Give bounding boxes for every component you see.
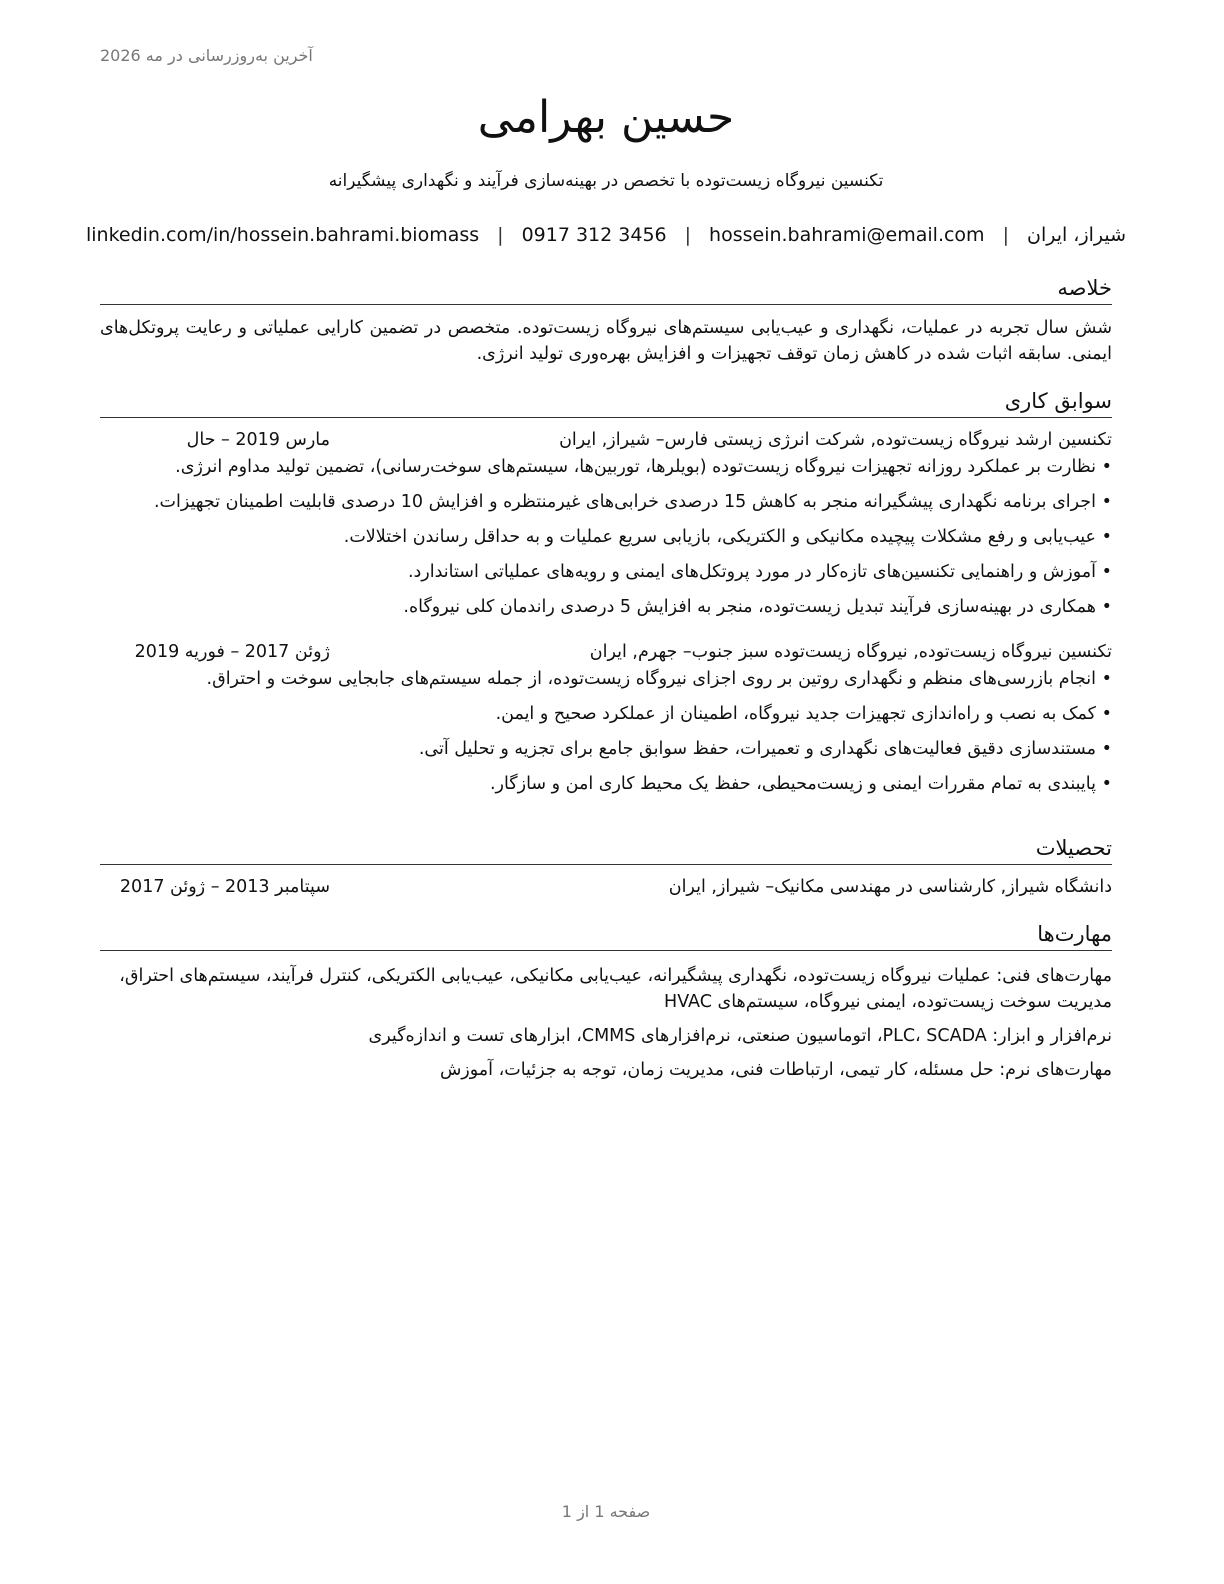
page-number: صفحه 1 از 1: [561, 1502, 651, 1521]
bullet-text: پایبندی به تمام مقررات ایمنی و زیست‌محیطی، حفظ یک محیط کاری امن و سازگار.: [489, 774, 1096, 795]
job-header: [100, 642, 1112, 662]
last-updated-note: آخرین به‌روزرسانی در مه 2026: [100, 46, 313, 65]
bullet-text: مستندسازی دقیق فعالیت‌های نگهداری و تعمیرات، حفظ سوابق جامع برای تجزیه و تحلیل آتی.: [418, 739, 1096, 760]
section-title-education: تحصیلات: [100, 834, 1112, 865]
contact-phone[interactable]: 0917 312 3456: [521, 224, 667, 246]
candidate-name: حسین بهرامی: [477, 92, 735, 143]
contact-linkedin[interactable]: linkedin.com/in/hossein.bahrami.biomass: [85, 224, 480, 246]
skills-section: [100, 920, 1112, 1091]
bullet-text: اجرای برنامه نگهداری پیشگیرانه منجر به کاهش 15 درصدی خرابی‌های غیرمنتظره و افزایش 10 درصدی قابلیت اطمینان تجهیزات.: [153, 492, 1096, 513]
bullet-icon: •: [1101, 492, 1112, 513]
education-date: سپتامبر 2013 – ژوئن 2017: [119, 877, 330, 898]
bullet-icon: •: [1101, 527, 1112, 548]
job-role: تکنسین نیروگاه زیست‌توده, نیروگاه زیست‌توده سبز جنوب: [691, 642, 1112, 663]
job-location: – جهرم, ایران: [589, 642, 692, 663]
bullet-icon: •: [1101, 597, 1112, 618]
bullet-icon: •: [1101, 739, 1112, 760]
job-bullets: [100, 666, 1112, 797]
bullet-text: آموزش و راهنمایی تکنسین‌های تازه‌کار در مورد پروتکل‌های ایمنی و رویه‌های عملیاتی استاندارد.: [407, 562, 1096, 583]
contact-separator: |: [1002, 224, 1009, 246]
list-item: [100, 489, 1112, 515]
job-date: ژوئن 2017 – فوریه 2019: [134, 642, 330, 663]
bullet-text: همکاری در بهینه‌سازی فرآیند تبدیل زیست‌توده، منجر به افزایش 5 درصدی راندمان کلی نیروگاه.: [403, 597, 1096, 618]
job-role: تکنسین ارشد نیروگاه زیست‌توده, شرکت انرژی زیستی فارس: [664, 430, 1112, 451]
bullet-text: انجام بازرسی‌های منظم و نگهداری روتین بر روی اجزای نیروگاه زیست‌توده، از جمله سیستم‌های جابجایی سوخت و احتراق.: [206, 669, 1096, 690]
list-item: [100, 559, 1112, 585]
job-bullets: [100, 454, 1112, 620]
bullet-text: عیب‌یابی و رفع مشکلات پیچیده مکانیکی و الکتریکی، بازیابی سریع عملیات و به حداقل رساندن اختلالات.: [343, 527, 1096, 548]
contact-separator: |: [684, 224, 692, 246]
bullet-text: کمک به نصب و راه‌اندازی تجهیزات جدید نیروگاه، اطمینان از عملکرد صحیح و ایمن.: [495, 704, 1096, 725]
education-section: [100, 834, 1112, 897]
contact-separator: |: [497, 224, 504, 246]
section-title-summary: خلاصه: [100, 274, 1112, 305]
job-date: مارس 2019 – حال: [186, 430, 330, 451]
bullet-icon: •: [1101, 457, 1112, 478]
job-location: – شیراز, ایران: [559, 430, 665, 451]
bullet-text: نظارت بر عملکرد روزانه تجهیزات نیروگاه زیست‌توده (بویلرها، توربین‌ها، سیستم‌های سوخت‌رسانی)، تضمین تولید مداوم انرژی.: [175, 457, 1096, 478]
job-entry: [100, 642, 1112, 797]
summary-section: [100, 274, 1112, 367]
resume-page: [85, 0, 1127, 1584]
list-item: [100, 771, 1112, 797]
bullet-icon: •: [1101, 774, 1112, 795]
bullet-icon: •: [1101, 562, 1112, 583]
section-title-experience: سوابق کاری: [100, 387, 1112, 418]
skill-line: مهارت‌های فنی: عملیات نیروگاه زیست‌توده، نگهداری پیشگیرانه، عیب‌یابی مکانیکی، عیب‌یابی الکتریکی، کنترل فرآیند، سیستم‌های احتراق، مدیریت سوخت زیست‌توده، ایمنی نیروگاه، سیستم‌های HVAC: [119, 966, 1112, 1013]
list-item: [100, 666, 1112, 692]
education-entry: [100, 877, 1112, 897]
list-item: [100, 454, 1112, 480]
bullet-icon: •: [1101, 669, 1112, 690]
summary-text: شش سال تجربه در عملیات، نگهداری و عیب‌یابی سیستم‌های نیروگاه زیست‌توده. متخصص در تضمین کارایی عملیاتی و رعایت پروتکل‌های ایمنی. سابقه اثبات شده در کاهش زمان توقف تجهیزات و افزایش بهره‌وری تولید انرژی.: [100, 318, 1112, 365]
job-entry: [100, 430, 1112, 620]
job-header: [100, 430, 1112, 450]
bullet-icon: •: [1101, 704, 1112, 725]
list-item: [100, 524, 1112, 550]
section-title-skills: مهارت‌ها: [100, 920, 1112, 951]
education-location: – شیراز, ایران: [668, 877, 775, 898]
skill-line: نرم‌افزار و ابزار: PLC، SCADA، اتوماسیون صنعتی، نرم‌افزارهای CMMS، ابزارهای تست و اندازه‌گیری: [368, 1026, 1112, 1047]
list-item: [100, 594, 1112, 620]
experience-section: [100, 387, 1112, 806]
list-item: [100, 701, 1112, 727]
candidate-tagline: تکنسین نیروگاه زیست‌توده با تخصص در بهینه‌سازی فرآیند و نگهداری پیشگیرانه: [328, 171, 884, 191]
education-degree: دانشگاه شیراز, کارشناسی در مهندسی مکانیک: [774, 877, 1112, 898]
skills-list: [100, 963, 1112, 1083]
contact-bar: [85, 224, 1127, 246]
skill-line: مهارت‌های نرم: حل مسئله، کار تیمی، ارتباطات فنی، مدیریت زمان، توجه به جزئیات، آموزش: [439, 1060, 1112, 1081]
list-item: [100, 736, 1112, 762]
contact-location: شیراز، ایران: [1026, 224, 1127, 246]
contact-email[interactable]: hossein.bahrami@email.com: [709, 224, 985, 246]
